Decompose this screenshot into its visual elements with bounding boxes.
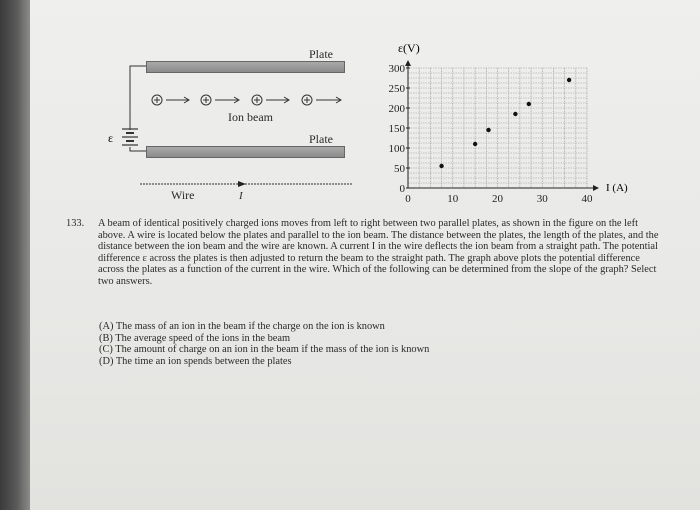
chart-y-label: ε(V) bbox=[398, 41, 420, 55]
ion-2 bbox=[201, 95, 211, 105]
x-tick-label: 0 bbox=[405, 193, 411, 205]
y-tick-label: 200 bbox=[388, 103, 405, 115]
question-text: A beam of identical positively charged ions moves from left to right between two parallel plates, as shown in the figure on the left above. A wire is located below the plates and parallel to the ion beam. The distance between the plates, the length of the plates, and the distance between the ion beam and the wire are known. A current I in the wire deflects the ion beam from a straight path. The potential difference ε across the plates is then adjusted to return the beam to the straight path. The graph above plots the potential difference across the plates as a function of the current in the wire. Which of the following can be determined from the slope of the graph? Select two answers. bbox=[98, 218, 659, 287]
option-c[interactable]: (C) The amount of charge on an ion in the beam if the mass of the ion is known bbox=[99, 344, 430, 356]
epsilon-vs-current-graph bbox=[370, 38, 650, 210]
data-point bbox=[513, 112, 517, 116]
y-tick-label: 0 bbox=[399, 183, 405, 195]
y-tick-label: 50 bbox=[394, 163, 405, 175]
bottom-plate-label: Plate bbox=[309, 132, 333, 146]
arrow-2 bbox=[215, 97, 239, 103]
emf-symbol: ε bbox=[108, 131, 114, 145]
ion-4 bbox=[302, 95, 312, 105]
data-point bbox=[439, 164, 443, 168]
current-arrow-icon bbox=[238, 181, 246, 187]
data-point bbox=[473, 142, 477, 146]
y-axis-arrow-icon bbox=[405, 60, 411, 66]
question-number: 133. bbox=[66, 218, 85, 229]
question-block bbox=[66, 218, 664, 288]
y-tick-label: 100 bbox=[388, 143, 405, 155]
data-point bbox=[527, 102, 531, 106]
y-tick-label: 250 bbox=[388, 83, 405, 95]
x-tick-label: 40 bbox=[581, 193, 593, 205]
data-point bbox=[486, 128, 490, 132]
chart-x-label: I (A) bbox=[606, 182, 628, 194]
ion-beam-label: Ion beam bbox=[228, 110, 273, 124]
arrow-4 bbox=[316, 97, 341, 103]
current-label: I bbox=[239, 190, 243, 202]
figure-drawing bbox=[100, 55, 360, 205]
option-d[interactable]: (D) The time an ion spends between the plates bbox=[99, 355, 292, 367]
top-lead-wire bbox=[130, 66, 146, 130]
chart-x-ticks bbox=[405, 193, 593, 205]
y-tick-label: 150 bbox=[388, 123, 405, 135]
option-b[interactable]: (B) The average speed of the ions in the beam bbox=[99, 332, 291, 344]
battery-icon bbox=[122, 129, 138, 145]
x-axis-arrow-icon bbox=[593, 185, 599, 191]
chart-grid bbox=[408, 68, 587, 188]
arrow-1 bbox=[166, 97, 189, 103]
arrow-3 bbox=[266, 97, 289, 103]
top-plate-label: Plate bbox=[309, 47, 333, 61]
x-tick-label: 10 bbox=[447, 193, 459, 205]
ion-3 bbox=[252, 95, 262, 105]
y-tick-label: 300 bbox=[388, 63, 405, 75]
wire-label: Wire bbox=[171, 188, 195, 202]
ion-row bbox=[152, 95, 341, 105]
option-a[interactable]: (A) The mass of an ion in the beam if the charge on the ion is known bbox=[99, 321, 385, 332]
x-tick-label: 30 bbox=[536, 193, 548, 205]
chart-y-ticks bbox=[389, 63, 411, 195]
data-point bbox=[567, 78, 571, 82]
bottom-lead-wire bbox=[130, 147, 146, 151]
ion-1 bbox=[152, 95, 162, 105]
x-tick-label: 20 bbox=[492, 193, 503, 205]
answer-options bbox=[99, 321, 429, 367]
